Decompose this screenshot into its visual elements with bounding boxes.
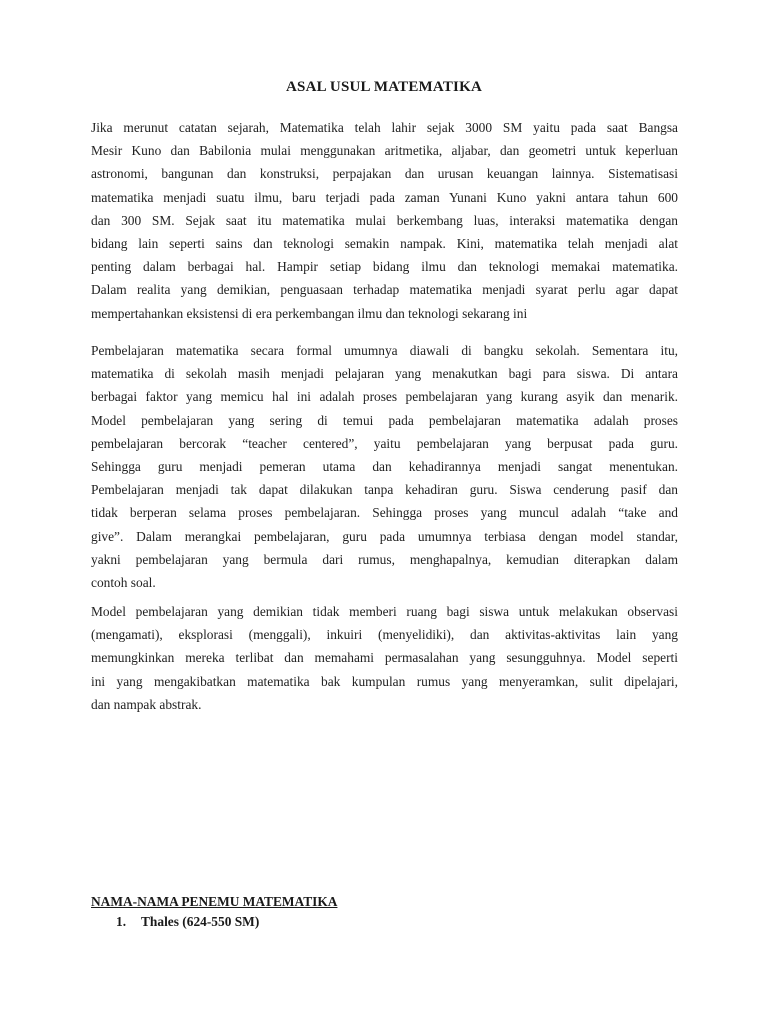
paragraph-line: penting dalam berbagai hal. Hampir setiap bidang ilmu dan teknologi memakai matematika. bbox=[91, 259, 678, 275]
paragraph-1 bbox=[91, 116, 678, 325]
paragraph-line: dan 300 SM. Sejak saat itu matematika mulai berkembang luas, interaksi matematika dengan bbox=[91, 212, 678, 228]
paragraph-line: memungkinkan mereka terlibat dan memahami permasalahan yang sesungguhnya. Model seperti bbox=[91, 650, 678, 666]
paragraph-line: Model pembelajaran yang sering di temui pada pembelajaran matematika adalah proses bbox=[91, 412, 678, 428]
section-heading: NAMA-NAMA PENEMU MATEMATIKA bbox=[91, 894, 338, 909]
paragraph-line: Jika merunut catatan sejarah, Matematika telah lahir sejak 3000 SM yaitu pada saat Bangsa bbox=[91, 120, 678, 135]
paragraph-line: tidak berperan selama proses pembelajaran. Sehingga proses yang muncul adalah “take and bbox=[91, 505, 678, 521]
paragraph-2 bbox=[91, 339, 678, 594]
paragraph-line: Pembelajaran menjadi tak dapat dilakukan tanpa kehadiran guru. Siswa cenderung pasif dan bbox=[91, 482, 678, 498]
paragraph-line: matematika menjadi suatu ilmu, baru terjadi pada zaman Yunani Kuno yakni antara tahun 600 bbox=[91, 189, 678, 205]
paragraph-line: matematika di sekolah masih menjadi pelajaran yang menakutkan bagi para siswa. Di antara bbox=[91, 366, 678, 382]
paragraph-line: astronomi, bangunan dan konstruksi, perpajakan dan urusan keuangan lainnya. Sistematisasi bbox=[91, 166, 678, 182]
list-item bbox=[116, 914, 259, 930]
paragraph-line: Dalam realita yang demikian, penguasaan terhadap matematika menjadi syarat perlu agar dapat bbox=[91, 282, 678, 298]
list-item-number: 1. bbox=[116, 914, 127, 929]
paragraph-line: yakni pembelajaran yang bermula dari rumus, menghapalnya, kemudian diterapkan dalam bbox=[91, 551, 678, 567]
paragraph-line: berbagai faktor yang memicu hal ini adalah proses pembelajaran yang kurang asyik dan menarik. bbox=[91, 389, 678, 405]
paragraph-line: Sehingga guru menjadi pemeran utama dan kehadirannya menjadi sangat menentukan. bbox=[91, 458, 678, 474]
paragraph-line: dan nampak abstrak. bbox=[91, 696, 202, 712]
paragraph-3 bbox=[91, 600, 678, 716]
paragraph-line: contoh soal. bbox=[91, 574, 156, 590]
paragraph-line: Mesir Kuno dan Babilonia mulai menggunakan aritmetika, aljabar, dan geometri untuk keperluan bbox=[91, 143, 678, 159]
paragraph-line: bidang lain seperti sains dan teknologi semakin nampak. Kini, matematika telah menjadi alat bbox=[91, 235, 678, 251]
paragraph-line: ini yang mengakibatkan matematika bak kumpulan rumus yang menyeramkan, sulit dipelajari, bbox=[91, 673, 678, 689]
paragraph-line: Pembelajaran matematika secara formal umumnya diawali di bangku sekolah. Sementara itu, bbox=[91, 343, 678, 358]
paragraph-line: mempertahankan eksistensi di era perkembangan ilmu dan teknologi sekarang ini bbox=[91, 305, 528, 321]
paragraph-line: (mengamati), eksplorasi (menggali), inkuiri (menyelidiki), dan aktivitas-aktivitas lain yang bbox=[91, 627, 678, 643]
paragraph-line: Model pembelajaran yang demikian tidak memberi ruang bagi siswa untuk melakukan observasi bbox=[91, 604, 678, 619]
paragraph-line: pembelajaran bercorak “teacher centered”, yaitu pembelajaran yang berpusat pada guru. bbox=[91, 435, 678, 451]
page-title: ASAL USUL MATEMATIKA bbox=[286, 79, 482, 95]
list-item-text: Thales (624-550 SM) bbox=[141, 914, 260, 929]
paragraph-line: give”. Dalam merangkai pembelajaran, guru pada umumnya terbiasa dengan model standar, bbox=[91, 528, 678, 544]
